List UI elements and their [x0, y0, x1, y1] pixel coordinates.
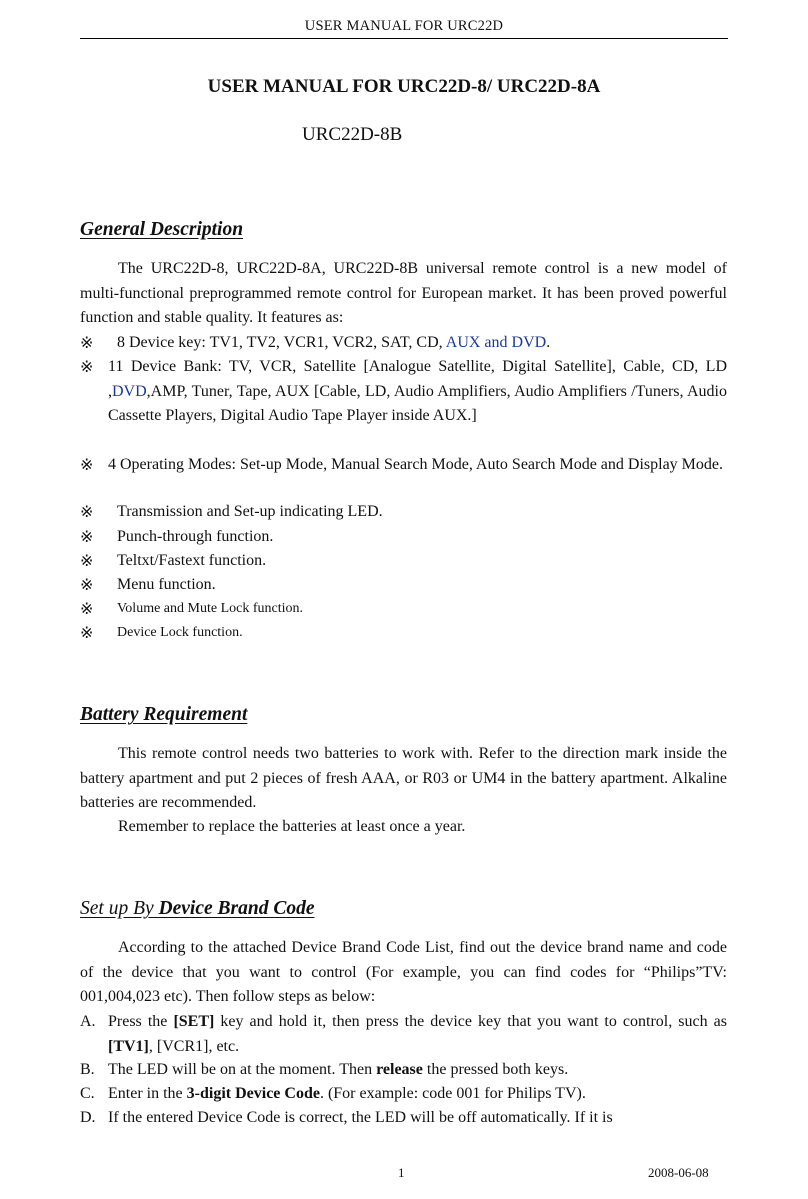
reference-mark-icon: ※	[80, 357, 94, 376]
document-title: USER MANUAL FOR URC22D-8/ URC22D-8A	[207, 76, 601, 97]
document-subtitle: URC22D-8B	[302, 124, 403, 145]
feature-item-7: ※ Menu function.	[80, 573, 727, 598]
battery-paragraph: This remote control needs two batteries to work with. Refer to the direction mark inside the battery apartment and put 2 pieces of fresh AAA, or R03 or UM4 in the battery apartment. Alkaline batteries are recommended.	[80, 745, 727, 811]
feature-item-5: ※ Punch-through function.	[80, 525, 727, 550]
reference-mark-icon: ※	[80, 599, 94, 618]
battery-reminder: Remember to replace the batteries at least once a year.	[118, 818, 466, 835]
feature-item-1: ※ 8 Device key: TV1, TV2, VCR1, VCR2, SAT, CD, AUX and DVD.	[80, 331, 727, 356]
page-number: 1	[398, 1165, 405, 1180]
highlight-text: DVD	[112, 382, 147, 400]
setup-heading: Set up By Device Brand Code	[80, 898, 315, 919]
step-c: C. Enter in the 3-digit Device Code. (For example: code 001 for Philips TV).	[80, 1085, 586, 1102]
reference-mark-icon: ※	[80, 502, 94, 521]
general-description-paragraph: The URC22D-8, URC22D-8A, URC22D-8B universal remote control is a new model of multi-functional preprogrammed remote control for European market. It has been proved powerful function and stable quality. It features as:	[80, 260, 727, 326]
feature-item-2: ※ 11 Device Bank: TV, VCR, Satellite [Analogue Satellite, Digital Satellite], Cable, CD, LD ,DVD,AMP, Tuner, Tape, AUX [Cable, LD, Audio Amplifiers, Audio Amplifiers /Tuners, Audio Cassette Players, Digital Audio Tape Player inside AUX.]	[80, 357, 727, 424]
feature-item-4: ※ Transmission and Set-up indicating LED.	[80, 500, 727, 525]
step-a: A. Press the [SET] key and hold it, then press the device key that you want to control, such as [TV1], [VCR1], etc.	[80, 1013, 728, 1055]
step-d: D. If the entered Device Code is correct, the LED will be off automatically. If it is	[80, 1109, 613, 1126]
feature-item-8: ※ Volume and Mute Lock function.	[80, 597, 727, 622]
reference-mark-icon: ※	[80, 333, 94, 352]
feature-item-3: ※ 4 Operating Modes: Set-up Mode, Manual Search Mode, Auto Search Mode and Display Mode.	[80, 453, 727, 478]
running-header: USER MANUAL FOR URC22D	[304, 18, 504, 34]
reference-mark-icon: ※	[80, 455, 94, 474]
reference-mark-icon: ※	[80, 575, 94, 594]
general-description-heading: General Description	[80, 219, 244, 240]
feature-item-6: ※ Teltxt/Fastext function.	[80, 549, 727, 574]
header-rule	[80, 38, 728, 39]
step-b: B. The LED will be on at the moment. Then release the pressed both keys.	[80, 1061, 569, 1078]
reference-mark-icon: ※	[80, 551, 94, 570]
highlight-text: AUX and DVD	[445, 334, 547, 351]
setup-intro-paragraph: According to the attached Device Brand Code List, find out the device brand name and code of the device that you want to control (For example, you can find codes for “Philips”TV: 001,004,023 etc). Then follow steps as below:	[80, 939, 727, 1005]
page-date: 2008-06-08	[648, 1165, 709, 1180]
reference-mark-icon: ※	[80, 623, 94, 642]
feature-item-9: ※ Device Lock function.	[80, 621, 727, 646]
reference-mark-icon: ※	[80, 527, 94, 546]
battery-requirement-heading: Battery Requirement	[80, 704, 248, 725]
